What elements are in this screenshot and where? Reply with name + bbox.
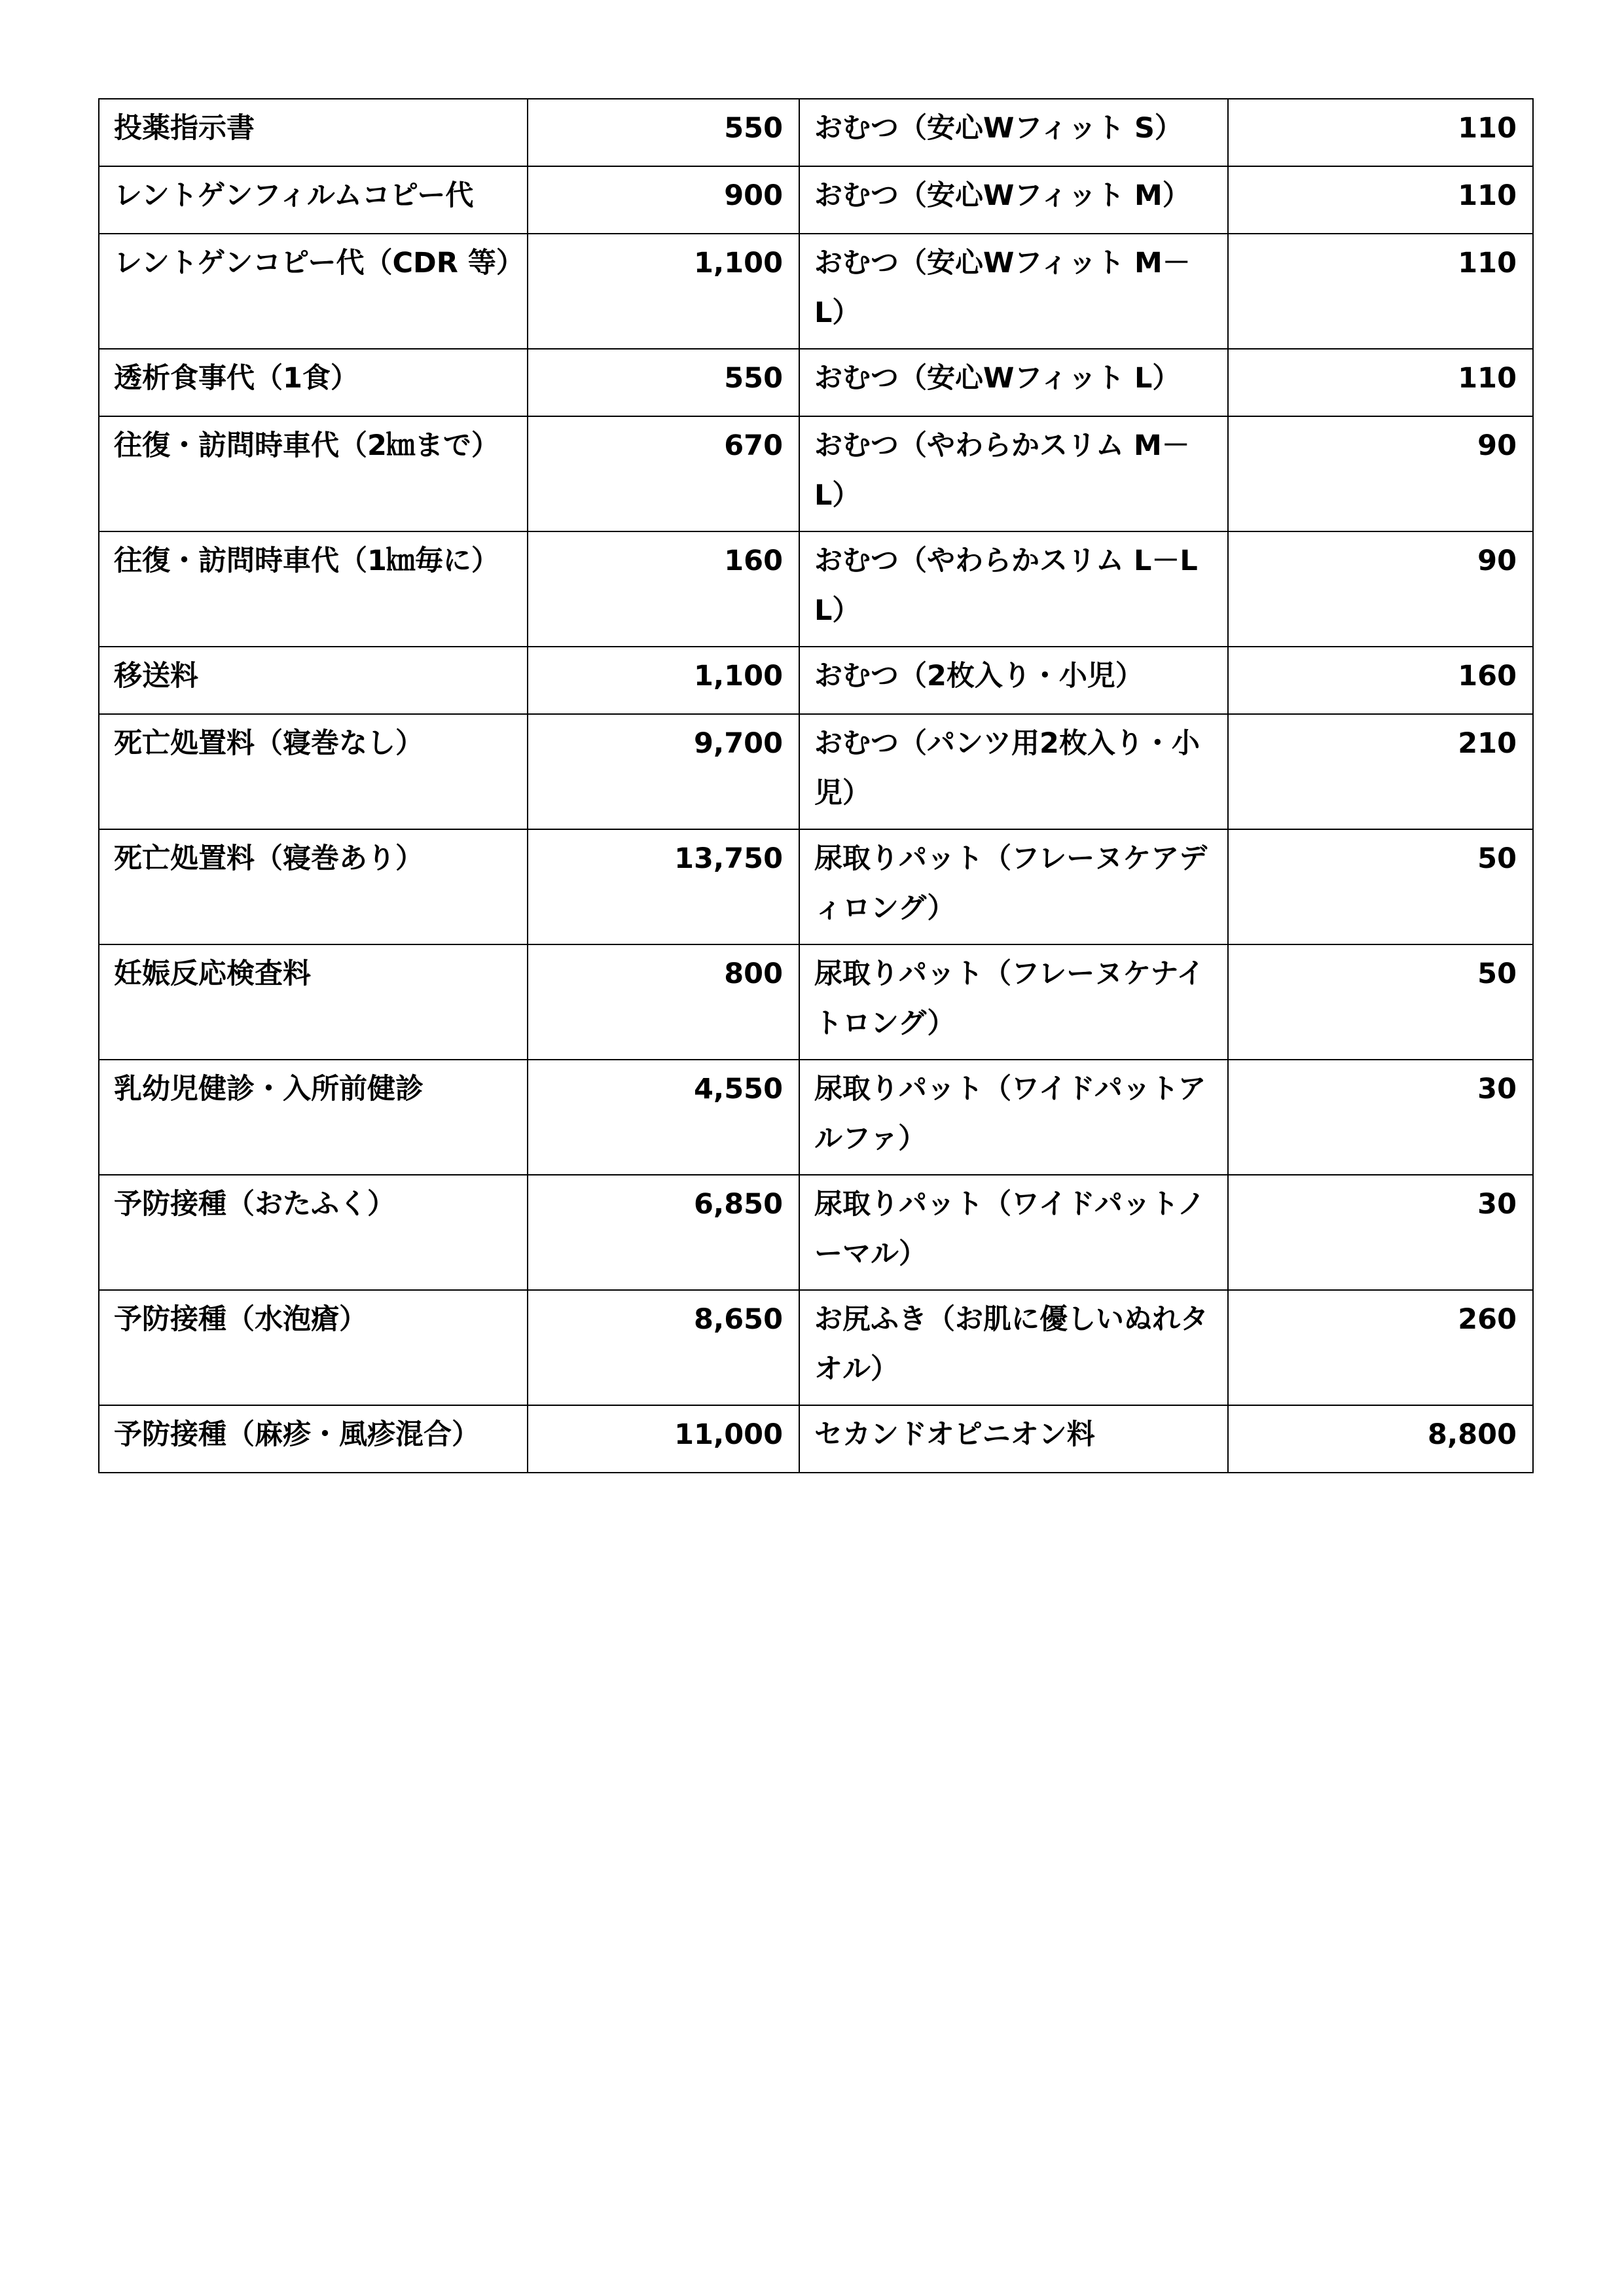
table-row bbox=[99, 829, 1533, 944]
left-item-name: 往復・訪問時車代（2㎞まで） bbox=[99, 416, 528, 531]
left-item-name: 予防接種（麻疹・風疹混合） bbox=[99, 1405, 528, 1473]
table-row bbox=[99, 1290, 1533, 1405]
left-item-price: 1,100 bbox=[528, 234, 799, 349]
right-item-price: 90 bbox=[1228, 531, 1533, 647]
left-item-name: 死亡処置料（寝巻あり） bbox=[99, 829, 528, 944]
table-row bbox=[99, 99, 1533, 166]
right-item-name: セカンドオピニオン料 bbox=[799, 1405, 1228, 1473]
left-item-price: 550 bbox=[528, 349, 799, 416]
left-item-name: 死亡処置料（寝巻なし） bbox=[99, 714, 528, 829]
right-item-price: 8,800 bbox=[1228, 1405, 1533, 1473]
right-item-price: 210 bbox=[1228, 714, 1533, 829]
left-item-name: レントゲンコピー代（CDR 等） bbox=[99, 234, 528, 349]
right-item-name: 尿取りパット（フレーヌケナイトロング） bbox=[799, 944, 1228, 1060]
left-item-price: 160 bbox=[528, 531, 799, 647]
right-item-name: 尿取りパット（ワイドパットアルファ） bbox=[799, 1060, 1228, 1175]
left-item-name: 乳幼児健診・入所前健診 bbox=[99, 1060, 528, 1175]
left-item-name: 予防接種（水泡瘡） bbox=[99, 1290, 528, 1405]
left-item-price: 4,550 bbox=[528, 1060, 799, 1175]
left-item-price: 800 bbox=[528, 944, 799, 1060]
left-item-price: 1,100 bbox=[528, 647, 799, 714]
right-item-price: 160 bbox=[1228, 647, 1533, 714]
table-row bbox=[99, 349, 1533, 416]
left-item-name: 往復・訪問時車代（1㎞毎に） bbox=[99, 531, 528, 647]
right-item-name: おむつ（やわらかスリム L－LL） bbox=[799, 531, 1228, 647]
left-item-price: 900 bbox=[528, 166, 799, 234]
left-item-name: 投薬指示書 bbox=[99, 99, 528, 166]
table-row bbox=[99, 1405, 1533, 1473]
right-item-name: おむつ（安心Wフィット M－L） bbox=[799, 234, 1228, 349]
left-item-price: 8,650 bbox=[528, 1290, 799, 1405]
table-row bbox=[99, 647, 1533, 714]
left-item-price: 550 bbox=[528, 99, 799, 166]
left-item-price: 670 bbox=[528, 416, 799, 531]
left-item-price: 6,850 bbox=[528, 1175, 799, 1290]
left-item-price: 9,700 bbox=[528, 714, 799, 829]
right-item-price: 110 bbox=[1228, 166, 1533, 234]
left-item-name: 移送料 bbox=[99, 647, 528, 714]
right-item-price: 110 bbox=[1228, 349, 1533, 416]
right-item-price: 90 bbox=[1228, 416, 1533, 531]
right-item-name: 尿取りパット（ワイドパットノーマル） bbox=[799, 1175, 1228, 1290]
right-item-price: 50 bbox=[1228, 944, 1533, 1060]
table-row bbox=[99, 1060, 1533, 1175]
left-item-price: 11,000 bbox=[528, 1405, 799, 1473]
right-item-price: 50 bbox=[1228, 829, 1533, 944]
table-row bbox=[99, 166, 1533, 234]
left-item-name: 妊娠反応検査料 bbox=[99, 944, 528, 1060]
table-row bbox=[99, 416, 1533, 531]
right-item-name: 尿取りパット（フレーヌケアディロング） bbox=[799, 829, 1228, 944]
right-item-name: おむつ（安心Wフィット L） bbox=[799, 349, 1228, 416]
table-row bbox=[99, 531, 1533, 647]
left-item-name: レントゲンフィルムコピー代 bbox=[99, 166, 528, 234]
left-item-price: 13,750 bbox=[528, 829, 799, 944]
right-item-name: お尻ふき（お肌に優しいぬれタオル） bbox=[799, 1290, 1228, 1405]
right-item-name: おむつ（安心Wフィット S） bbox=[799, 99, 1228, 166]
right-item-price: 110 bbox=[1228, 234, 1533, 349]
right-item-price: 110 bbox=[1228, 99, 1533, 166]
table-row bbox=[99, 714, 1533, 829]
right-item-price: 260 bbox=[1228, 1290, 1533, 1405]
left-item-name: 透析食事代（1食） bbox=[99, 349, 528, 416]
right-item-price: 30 bbox=[1228, 1175, 1533, 1290]
fee-table bbox=[98, 98, 1534, 1473]
right-item-name: おむつ（安心Wフィット M） bbox=[799, 166, 1228, 234]
right-item-name: おむつ（パンツ用2枚入り・小児） bbox=[799, 714, 1228, 829]
table-row bbox=[99, 944, 1533, 1060]
table-row bbox=[99, 234, 1533, 349]
right-item-name: おむつ（2枚入り・小児） bbox=[799, 647, 1228, 714]
right-item-price: 30 bbox=[1228, 1060, 1533, 1175]
table-row bbox=[99, 1175, 1533, 1290]
right-item-name: おむつ（やわらかスリム M－L） bbox=[799, 416, 1228, 531]
left-item-name: 予防接種（おたふく） bbox=[99, 1175, 528, 1290]
